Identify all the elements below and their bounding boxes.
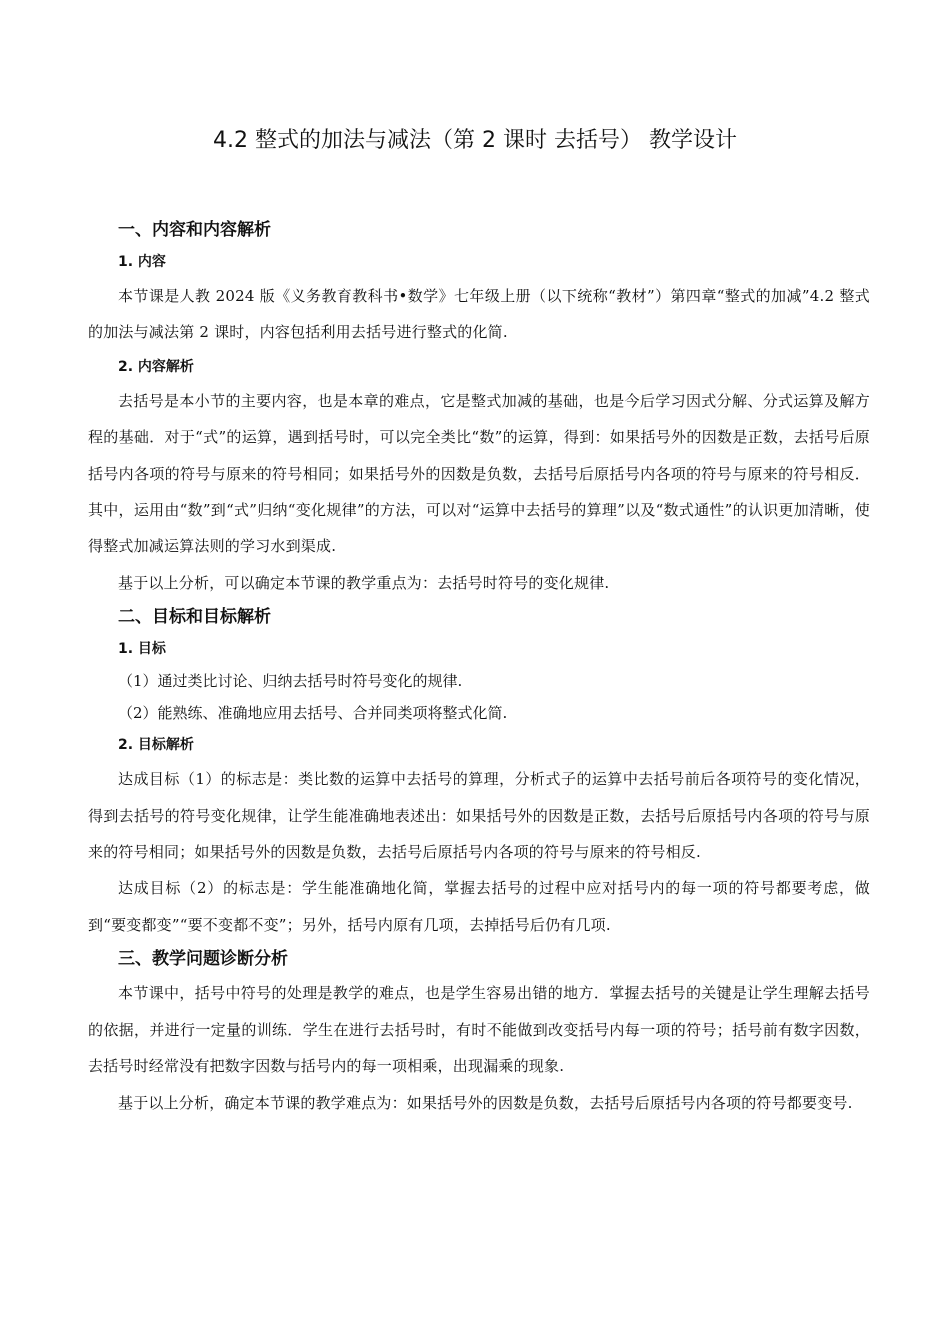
section-heading-problem-diagnosis: 三、教学问题诊断分析 <box>118 949 288 970</box>
paragraph-content: 本节课是人教 2024 版《义务教育教科书•数学》七年级上册（以下统称“教材”）第四章“整式的加减”4.2 整式的加法与减法第 2 课时，内容包括利用去括号进行整式的化简. <box>88 287 870 342</box>
goal-item-2: （2）能熟练、准确地应用去括号、合并同类项将整式化简. <box>118 704 508 723</box>
section-heading-content-analysis: 一、内容和内容解析 <box>118 220 271 240</box>
document-body <box>88 214 870 1121</box>
paragraph-content-analysis: 去括号是本小节的主要内容，也是本章的难点，它是整式加减的基础，也是今后学习因式分解、分式运算及解方程的基础．对于“式”的运算，遇到括号时，可以完全类比“数”的运算，得到：如果括号外的因数是正数，去括号后原括号内各项的符号与原来的符号相同；如果括号外的因数是负数，去括号后原括号内各项的符号与原来的符号相反．其中，运用由“数”到“式”归纳“变化规律”的方法，可以对“运算中去括号的算理”以及“数式通性”的认识更加清晰，使得整式加减运算法则的学习水到渠成. <box>88 391 870 556</box>
paragraph-goal-2-analysis: 达成目标（2）的标志是：学生能准确地化简，掌握去括号的过程中应对括号内的每一项的符号都要考虑，做到“要变都变”“要不变都不变”；另外，括号内原有几项，去掉括号后仍有几项. <box>88 879 870 934</box>
subheading-goal-analysis: 2. 目标解析 <box>118 737 194 754</box>
subheading-content-analysis: 2. 内容解析 <box>118 358 194 375</box>
document-title: 4.2 整式的加法与减法（第 2 课时 去括号） 教学设计 <box>213 128 737 153</box>
subheading-goals: 1. 目标 <box>118 641 166 658</box>
paragraph-goal-1-analysis: 达成目标（1）的标志是：类比数的运算中去括号的算理，分析式子的运算中去括号前后各项符号的变化情况，得到去括号的符号变化规律，让学生能准确地表述出：如果括号外的因数是正数，去括号后原括号内各项的符号与原来的符号相同；如果括号外的因数是负数，去括号后原括号内各项的符号与原来的符号相反. <box>88 770 870 862</box>
paragraph-problem-diagnosis: 本节课中，括号中符号的处理是教学的难点，也是学生容易出错的地方．掌握去括号的关键是让学生理解去括号的依据，并进行一定量的训练．学生在进行去括号时，有时不能做到改变括号内每一项的符号；括号前有数字因数，去括号时经常没有把数字因数与括号内的每一项相乘，出现漏乘的现象. <box>88 984 870 1076</box>
paragraph-teaching-focus: 基于以上分析，可以确定本节课的教学重点为：去括号时符号的变化规律. <box>118 573 610 592</box>
paragraph-teaching-difficulty: 基于以上分析，确定本节课的教学难点为：如果括号外的因数是负数，去括号后原括号内各项的符号都要变号. <box>118 1093 853 1112</box>
goal-item-1: （1）通过类比讨论、归纳去括号时符号变化的规律. <box>118 672 463 691</box>
section-heading-goals: 二、目标和目标解析 <box>118 607 271 628</box>
subheading-content: 1. 内容 <box>118 254 166 270</box>
